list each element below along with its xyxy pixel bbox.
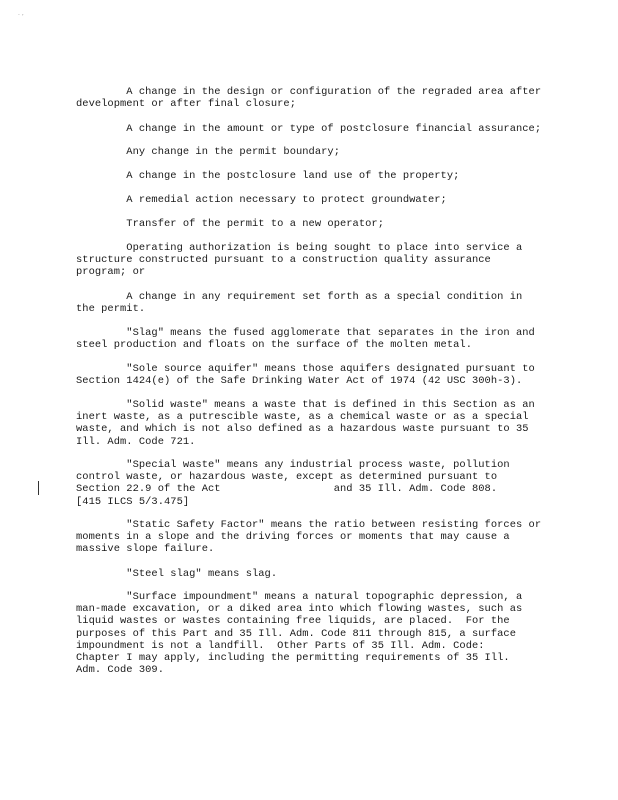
paragraph-regraded-area-change: A change in the design or configuration of the regraded area after development or after final closure; (76, 86, 542, 111)
revision-change-bar (38, 481, 39, 495)
paragraph-permit-boundary-change: Any change in the permit boundary; (76, 146, 340, 158)
scan-corner-marks: . , (18, 10, 24, 17)
paragraph-special-condition-change: A change in any requirement set forth as a special condition in the permit. (76, 291, 523, 316)
definition-solid-waste: "Solid waste" means a waste that is defined in this Section as an inert waste, as a putrescible waste, as a chemical waste or as a special waste, and which is not also defined as a hazardous waste pursuant to 35 Ill. Adm. Code 721. (76, 399, 535, 448)
paragraph-remedial-action: A remedial action necessary to protect groundwater; (76, 194, 447, 206)
definition-static-safety-factor: "Static Safety Factor" means the ratio between resisting forces or moments in a slope and the driving forces or moments that may cause a massive slope failure. (76, 519, 542, 556)
definition-slag: "Slag" means the fused agglomerate that separates in the iron and steel production and floats on the surface of the molten metal. (76, 327, 535, 352)
definition-surface-impoundment: "Surface impoundment" means a natural topographic depression, a man-made excavation, or a diked area into which flowing wastes, such as liquid wastes or wastes containing free liquids, are placed. For the purposes of this Part and 35 Ill. Adm. Code 811 through 815, a surface impoundment is not a landfill. Other Parts of 35 Ill. Adm. Code: Chapter I may apply, including the permitting requirements of 35 Ill. Adm. Code 309. (76, 591, 523, 677)
definition-sole-source-aquifer: "Sole source aquifer" means those aquifers designated pursuant to Section 1424(e) of the Safe Drinking Water Act of 1974 (42 USC 300h-3). (76, 363, 535, 388)
paragraph-land-use-change: A change in the postclosure land use of the property; (76, 170, 460, 182)
definition-special-waste: "Special waste" means any industrial process waste, pollution control waste, or hazardous waste, except as determined pursuant to Section 22.9 of the Act and 35 Ill. Adm. Code 808. [415 ILCS 5/3.475] (76, 459, 510, 508)
paragraph-financial-assurance-change: A change in the amount or type of postclosure financial assurance; (76, 123, 542, 135)
paragraph-permit-transfer: Transfer of the permit to a new operator; (76, 218, 384, 230)
definition-steel-slag: "Steel slag" means slag. (76, 568, 278, 580)
paragraph-operating-authorization: Operating authorization is being sought to place into service a structure constructed pursuant to a construction quality assurance program; or (76, 242, 523, 279)
